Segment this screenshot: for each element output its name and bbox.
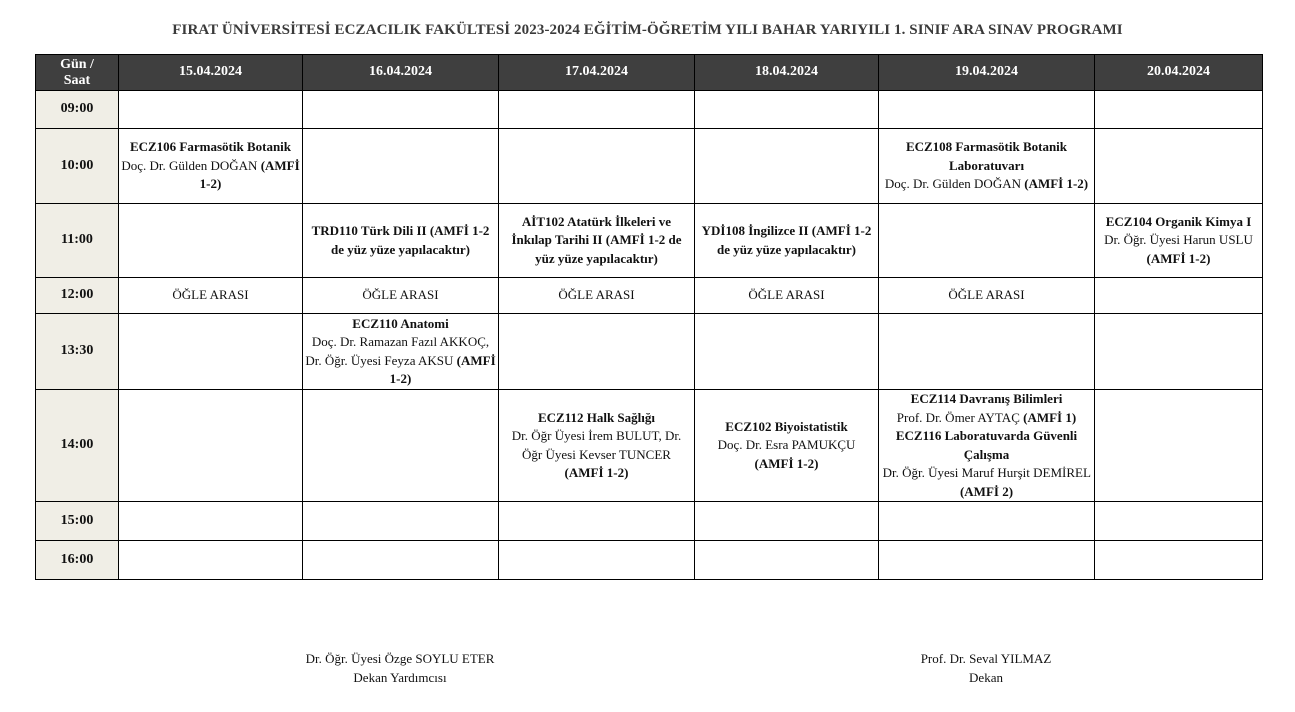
signatory-role: Dekan Yardımcısı xyxy=(353,670,447,685)
course-name: ECZ106 Farmasötik Botanik xyxy=(129,139,292,155)
signature-left xyxy=(250,649,550,687)
time-cell: 10:00 xyxy=(36,129,119,204)
time-row xyxy=(36,129,1263,204)
signatory-name: Prof. Dr. Seval YILMAZ xyxy=(920,651,1052,666)
time-cell: 12:00 xyxy=(36,278,119,314)
lunch-break-cell: ÖĞLE ARASI xyxy=(499,278,695,314)
exam-cell xyxy=(1095,204,1263,278)
exam-cell xyxy=(303,204,499,278)
room: (AMFİ 1-2) xyxy=(389,352,496,386)
empty-cell xyxy=(499,314,695,390)
empty-cell xyxy=(119,91,303,129)
empty-cell xyxy=(499,91,695,129)
day-time-header xyxy=(36,55,119,91)
empty-cell xyxy=(1095,129,1263,204)
time-cell: 09:00 xyxy=(36,91,119,129)
empty-cell xyxy=(303,502,499,541)
course-name: ECZ116 Laboratuvarda Güvenli Çalışma xyxy=(895,428,1078,462)
time-row xyxy=(36,390,1263,502)
corner-time-label: Saat xyxy=(63,72,91,88)
lunch-break-cell: ÖĞLE ARASI xyxy=(119,278,303,314)
room: (AMFİ 1-2) xyxy=(754,455,819,471)
empty-cell xyxy=(499,541,695,580)
day-header: 16.04.2024 xyxy=(303,55,499,91)
day-header: 18.04.2024 xyxy=(695,55,879,91)
course-name: YDİ108 İngilizce II (AMFİ 1-2 de yüz yüze yapılacaktır) xyxy=(701,223,872,257)
day-header: 20.04.2024 xyxy=(1095,55,1263,91)
time-cell: 11:00 xyxy=(36,204,119,278)
course-details xyxy=(305,333,496,389)
empty-cell xyxy=(499,129,695,204)
exam-cell xyxy=(695,204,879,278)
instructor: Doç. Dr. Esra PAMUKÇU xyxy=(717,437,856,453)
empty-cell xyxy=(119,390,303,502)
empty-cell xyxy=(695,91,879,129)
empty-cell xyxy=(1095,502,1263,541)
empty-cell xyxy=(879,502,1095,541)
room: (AMFİ 2) xyxy=(959,483,1014,499)
room: (AMFİ 1) xyxy=(1023,409,1077,425)
empty-cell xyxy=(1095,91,1263,129)
exam-cell xyxy=(879,390,1095,502)
exam-cell xyxy=(695,390,879,502)
empty-cell xyxy=(119,541,303,580)
day-header: 17.04.2024 xyxy=(499,55,695,91)
lunch-break-cell: ÖĞLE ARASI xyxy=(879,278,1095,314)
course-name: ECZ102 Biyoistatistik xyxy=(725,418,848,434)
empty-cell xyxy=(695,129,879,204)
empty-cell xyxy=(303,390,499,502)
exam-cell xyxy=(499,204,695,278)
course-details xyxy=(881,175,1092,194)
time-row xyxy=(36,278,1263,314)
course-details xyxy=(121,157,300,194)
instructor: Doç. Dr. Gülden DOĞAN xyxy=(884,176,1021,192)
time-row xyxy=(36,204,1263,278)
course-name: ECZ104 Organik Kimya I xyxy=(1105,213,1252,229)
exam-cell xyxy=(879,129,1095,204)
empty-cell xyxy=(879,314,1095,390)
time-row xyxy=(36,91,1263,129)
time-row xyxy=(36,314,1263,390)
day-header: 15.04.2024 xyxy=(119,55,303,91)
empty-cell xyxy=(695,541,879,580)
page-title: FIRAT ÜNİVERSİTESİ ECZACILIK FAKÜLTESİ 2023-2024 EĞİTİM-ÖĞRETİM YILI BAHAR YARIYILI 1. SINIF ARA SINAV PROGRAMI xyxy=(172,22,1123,38)
course-details xyxy=(881,464,1092,501)
instructor: Doç. Dr. Gülden DOĞAN xyxy=(121,157,258,173)
day-header: 19.04.2024 xyxy=(879,55,1095,91)
time-cell: 13:30 xyxy=(36,314,119,390)
empty-cell xyxy=(119,204,303,278)
course-name: ECZ108 Farmasötik Botanik Laboratuvarı xyxy=(905,139,1068,173)
empty-cell xyxy=(879,91,1095,129)
course-name: ECZ114 Davranış Bilimleri xyxy=(910,391,1063,406)
signature-right xyxy=(836,649,1136,687)
empty-cell xyxy=(879,204,1095,278)
room: (AMFİ 1-2) xyxy=(564,465,629,480)
room: (AMFİ 1-2) xyxy=(199,157,300,192)
exam-cell xyxy=(303,314,499,390)
empty-cell xyxy=(695,314,879,390)
time-row xyxy=(36,502,1263,541)
course-details xyxy=(1097,231,1260,268)
course-details xyxy=(501,427,692,483)
course-name: ECZ110 Anatomi xyxy=(352,315,449,331)
instructor: Dr. Öğr. Üyesi Harun USLU xyxy=(1104,232,1253,248)
course-details xyxy=(881,409,1092,428)
instructor: Dr. Öğr Üyesi İrem BULUT, Dr. Öğr Üyesi Kevser TUNCER xyxy=(511,428,682,462)
course-name: ECZ112 Halk Sağlığı xyxy=(537,409,656,425)
empty-cell xyxy=(303,91,499,129)
header-row xyxy=(36,55,1263,91)
corner-day-label: Gün / xyxy=(60,56,94,72)
lunch-break-cell: ÖĞLE ARASI xyxy=(695,278,879,314)
exam-cell xyxy=(499,390,695,502)
course-name: AİT102 Atatürk İlkeleri ve İnkılap Tarihi II (AMFİ 1-2 de yüz yüze yapılacaktır) xyxy=(511,213,682,266)
room: (AMFİ 1-2) xyxy=(1146,250,1211,266)
empty-cell xyxy=(499,502,695,541)
instructor: Dr. Öğr. Üyesi Maruf Hurşit DEMİREL xyxy=(882,465,1091,480)
empty-cell xyxy=(1095,541,1263,580)
empty-cell xyxy=(1095,314,1263,390)
time-cell: 15:00 xyxy=(36,502,119,541)
signatory-name: Dr. Öğr. Üyesi Özge SOYLU ETER xyxy=(305,651,495,666)
signatory-role: Dekan xyxy=(969,670,1003,685)
course-name: TRD110 Türk Dili II (AMFİ 1-2 de yüz yüze yapılacaktır) xyxy=(311,223,490,257)
exam-cell xyxy=(119,129,303,204)
empty-cell xyxy=(119,502,303,541)
time-cell: 16:00 xyxy=(36,541,119,580)
empty-cell xyxy=(879,541,1095,580)
time-row xyxy=(36,541,1263,580)
time-cell: 14:00 xyxy=(36,390,119,502)
empty-cell xyxy=(1095,278,1263,314)
empty-cell xyxy=(303,129,499,204)
empty-cell xyxy=(119,314,303,390)
lunch-break-cell: ÖĞLE ARASI xyxy=(303,278,499,314)
instructor: Doç. Dr. Ramazan Fazıl AKKOÇ, Dr. Öğr. Üyesi Feyza AKSU xyxy=(305,334,490,368)
empty-cell xyxy=(303,541,499,580)
empty-cell xyxy=(695,502,879,541)
room: (AMFİ 1-2) xyxy=(1024,176,1089,192)
exam-schedule-table xyxy=(35,54,1263,580)
instructor: Prof. Dr. Ömer AYTAÇ xyxy=(896,409,1020,425)
empty-cell xyxy=(1095,390,1263,502)
